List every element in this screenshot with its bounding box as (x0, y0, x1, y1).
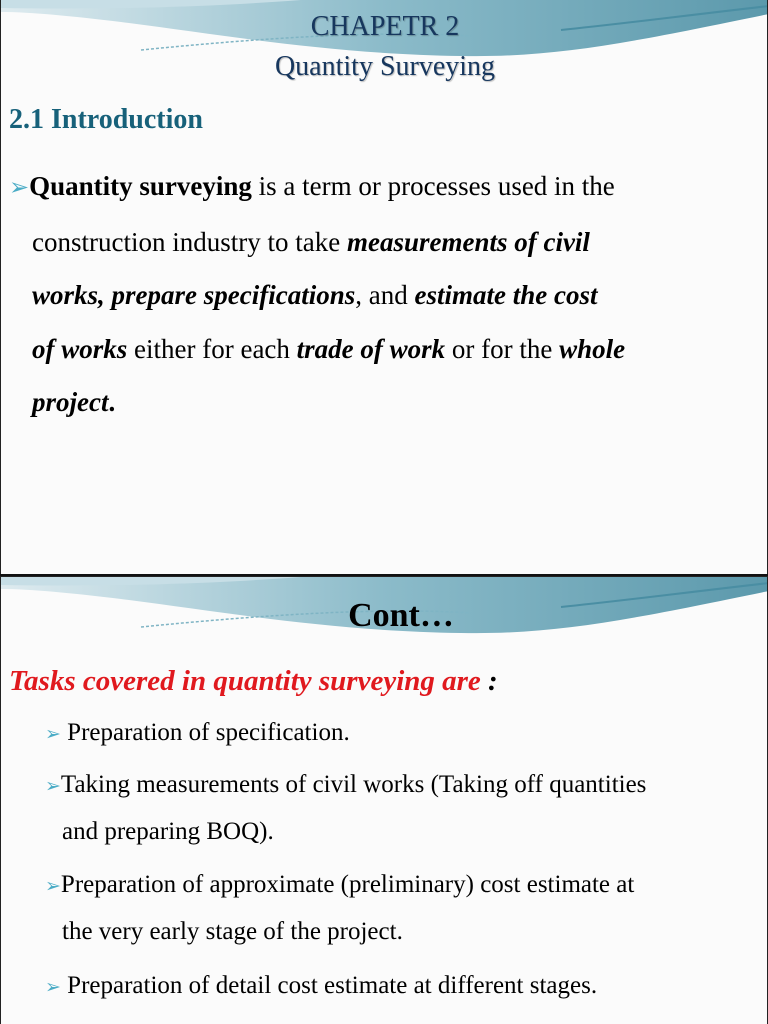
tasks-heading (9, 665, 498, 698)
arrow-bullet-icon: ➢ (45, 776, 61, 797)
chapter-subtitle: Quantity Surveying (274, 51, 496, 82)
section-heading: 2.1 Introduction (9, 104, 203, 135)
list-item-continuation (62, 818, 274, 846)
para-text: . (108, 387, 116, 417)
slide-2 (0, 576, 768, 1024)
list-item-text: Preparation of approximate (preliminary) cost estimate at (60, 871, 635, 898)
arrow-bullet-icon: ➢ (45, 977, 61, 998)
term: Quantity surveying (29, 171, 252, 201)
intro-paragraph (9, 160, 761, 430)
list-item-text: Preparation of detail cost estimate at different stages. (60, 972, 598, 999)
para-text: , and (355, 280, 415, 310)
list-item (45, 871, 634, 899)
list-item (45, 719, 350, 747)
list-item (45, 972, 597, 1000)
arrow-bullet-icon: ➢ (45, 724, 61, 745)
tasks-heading-colon: : (480, 665, 498, 697)
para-emphasis: project (32, 387, 109, 417)
para-emphasis: trade of work (296, 333, 446, 364)
list-item-text: the very early stage of the project. (62, 918, 403, 945)
para-text: or for the (445, 333, 560, 364)
para-text: is a term or processes used in the (251, 171, 615, 201)
arrow-bullet-icon: ➢ (9, 175, 30, 201)
para-emphasis: whole (559, 333, 626, 364)
para-text: either for each (127, 333, 297, 364)
slide-title: Cont… (348, 597, 454, 634)
list-item-text: Taking measurements of civil works (Taking off quantities (60, 771, 647, 798)
list-item-text: Preparation of specification. (60, 719, 350, 746)
para-emphasis: works, prepare specifications (32, 280, 356, 310)
para-emphasis: of works (32, 333, 128, 364)
tasks-heading-text: Tasks covered in quantity surveying are (9, 665, 481, 697)
chapter-title: CHAPETR 2 (310, 11, 460, 42)
list-item-continuation (62, 918, 403, 946)
para-text: construction industry to take (32, 226, 347, 257)
list-item-text: and preparing BOQ). (62, 818, 274, 845)
arrow-bullet-icon: ➢ (45, 876, 61, 897)
para-emphasis: estimate the cost (414, 280, 598, 310)
para-emphasis: measurements of civil (346, 226, 590, 257)
list-item (45, 771, 646, 799)
